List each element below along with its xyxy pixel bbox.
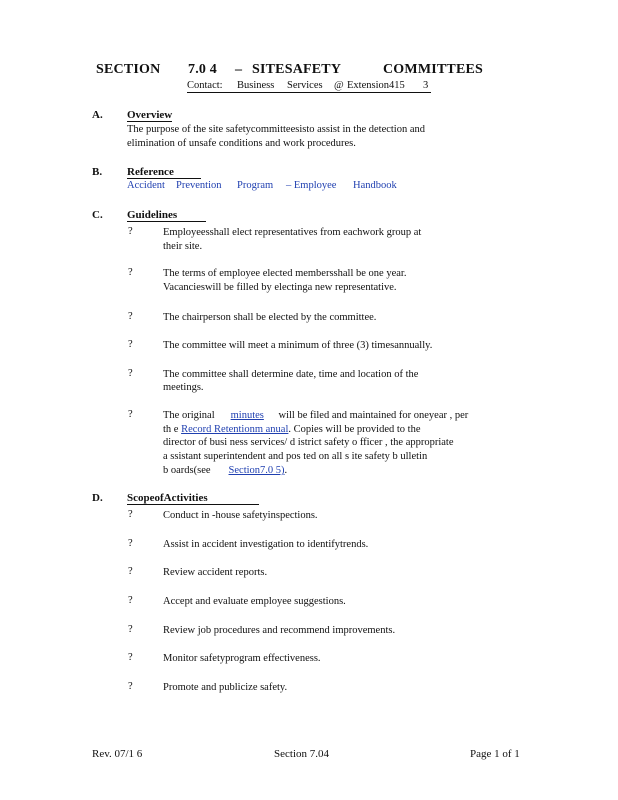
guideline-5-line-2: meetings. (163, 382, 204, 393)
guideline-6-text-b: will be filed and maintained for oneyear , per (278, 410, 469, 421)
section-b-letter: B. (92, 166, 103, 178)
bullet-icon: ? (128, 226, 133, 237)
guideline-6-line-3: director of busi ness services/ d istrict safety o fficer , the appropriate (163, 437, 454, 448)
guideline-1-line-2: their site. (163, 241, 203, 252)
section-d-heading: ScopeofActivities (127, 492, 259, 505)
bullet-icon: ? (128, 409, 133, 420)
bullet-icon: ? (128, 566, 133, 577)
guideline-5-line-1: The committee shall determine date, time and location of the (163, 369, 419, 380)
contact-business: Business (237, 80, 275, 91)
section-a-letter: A. (92, 109, 103, 121)
title-dash: – (235, 62, 243, 77)
guideline-6-line-5 (163, 464, 287, 477)
bullet-icon: ? (128, 681, 133, 692)
reference-link-part-2: Prevention (176, 180, 222, 191)
guideline-1-line-1: Employeesshall elect representatives from eachwork group at (163, 227, 422, 238)
reference-link[interactable] (127, 180, 411, 192)
footer-revision: Rev. 07/1 6 (92, 748, 143, 760)
activity-item: Accept and evaluate employee suggestions. (163, 596, 346, 607)
bullet-icon: ? (128, 538, 133, 549)
contact-extension: Extension415 (347, 80, 405, 91)
section-a-line-1: The purpose of the site safetycommitteesisto assist in the detection and (127, 124, 426, 135)
guideline-6-text-d: . Copies will be provided to the (288, 424, 421, 435)
guideline-6-text-c: th e (163, 424, 179, 435)
bullet-icon: ? (128, 267, 133, 278)
activity-item: Monitor safetyprogram effectiveness. (163, 653, 321, 664)
section-a-line-2: elimination of unsafe conditions and work procedures. (127, 138, 356, 149)
reference-link-part-4: – Employee (286, 180, 337, 191)
activity-item: Conduct in -house safetyinspections. (163, 510, 318, 521)
section-7-05-link[interactable]: Section7.0 5) (228, 465, 285, 476)
footer-section: Section 7.04 (274, 748, 329, 760)
bullet-icon: ? (128, 509, 133, 520)
activity-item: Assist in accident investigation to identifytrends. (163, 539, 369, 550)
contact-extension-2: 3 (423, 80, 429, 91)
guideline-6-text-a: The original (163, 410, 215, 421)
section-a-heading: Overview (127, 109, 173, 121)
bullet-icon: ? (128, 311, 133, 322)
title-section-word: SECTION (96, 62, 161, 77)
record-retention-manual-link[interactable]: Record Retentionm anual (181, 424, 289, 435)
footer-page-number: Page 1 of 1 (470, 748, 520, 760)
bullet-icon: ? (128, 595, 133, 606)
contact-at: @ (334, 80, 344, 91)
guideline-6-text-e: b oards(see (163, 465, 211, 476)
section-d-letter: D. (92, 492, 103, 504)
title-name-2: COMMITTEES (383, 62, 484, 77)
section-c-letter: C. (92, 209, 103, 221)
guideline-6-text-f: . (284, 465, 288, 476)
contact-services: Services (287, 80, 323, 91)
minutes-link[interactable]: minutes (230, 410, 264, 421)
guideline-3-line-1: The chairperson shall be elected by the committee. (163, 312, 377, 323)
section-b-heading: Reference (127, 166, 201, 179)
guideline-6-line-4: a ssistant superintendent and pos ted on all s ite safety b ulletin (163, 451, 428, 462)
title-name: SITESAFETY (252, 62, 342, 77)
bullet-icon: ? (128, 339, 133, 350)
bullet-icon: ? (128, 368, 133, 379)
guideline-2-line-2: Vacancieswill be filled by electinga new representative. (163, 282, 397, 293)
guideline-2-line-1: The terms of employee elected membersshall be one year. (163, 268, 407, 279)
guideline-6-line-1 (163, 409, 468, 422)
contact-line (187, 80, 431, 93)
title-section-number: 7.0 4 (188, 62, 217, 77)
reference-link-part-3: Program (237, 180, 274, 191)
bullet-icon: ? (128, 652, 133, 663)
contact-label: Contact: (187, 80, 223, 91)
activity-item: Review accident reports. (163, 567, 268, 578)
activity-item: Promote and publicize safety. (163, 682, 288, 693)
bullet-icon: ? (128, 624, 133, 635)
guideline-4-line-1: The committee will meet a minimum of three (3) timesannually. (163, 340, 433, 351)
reference-link-part-1: Accident (127, 180, 165, 191)
activity-item: Review job procedures and recommend improvements. (163, 625, 396, 636)
reference-link-part-5: Handbook (353, 180, 397, 191)
section-c-heading: Guidelines (127, 209, 206, 222)
guideline-6-line-2 (163, 423, 421, 436)
